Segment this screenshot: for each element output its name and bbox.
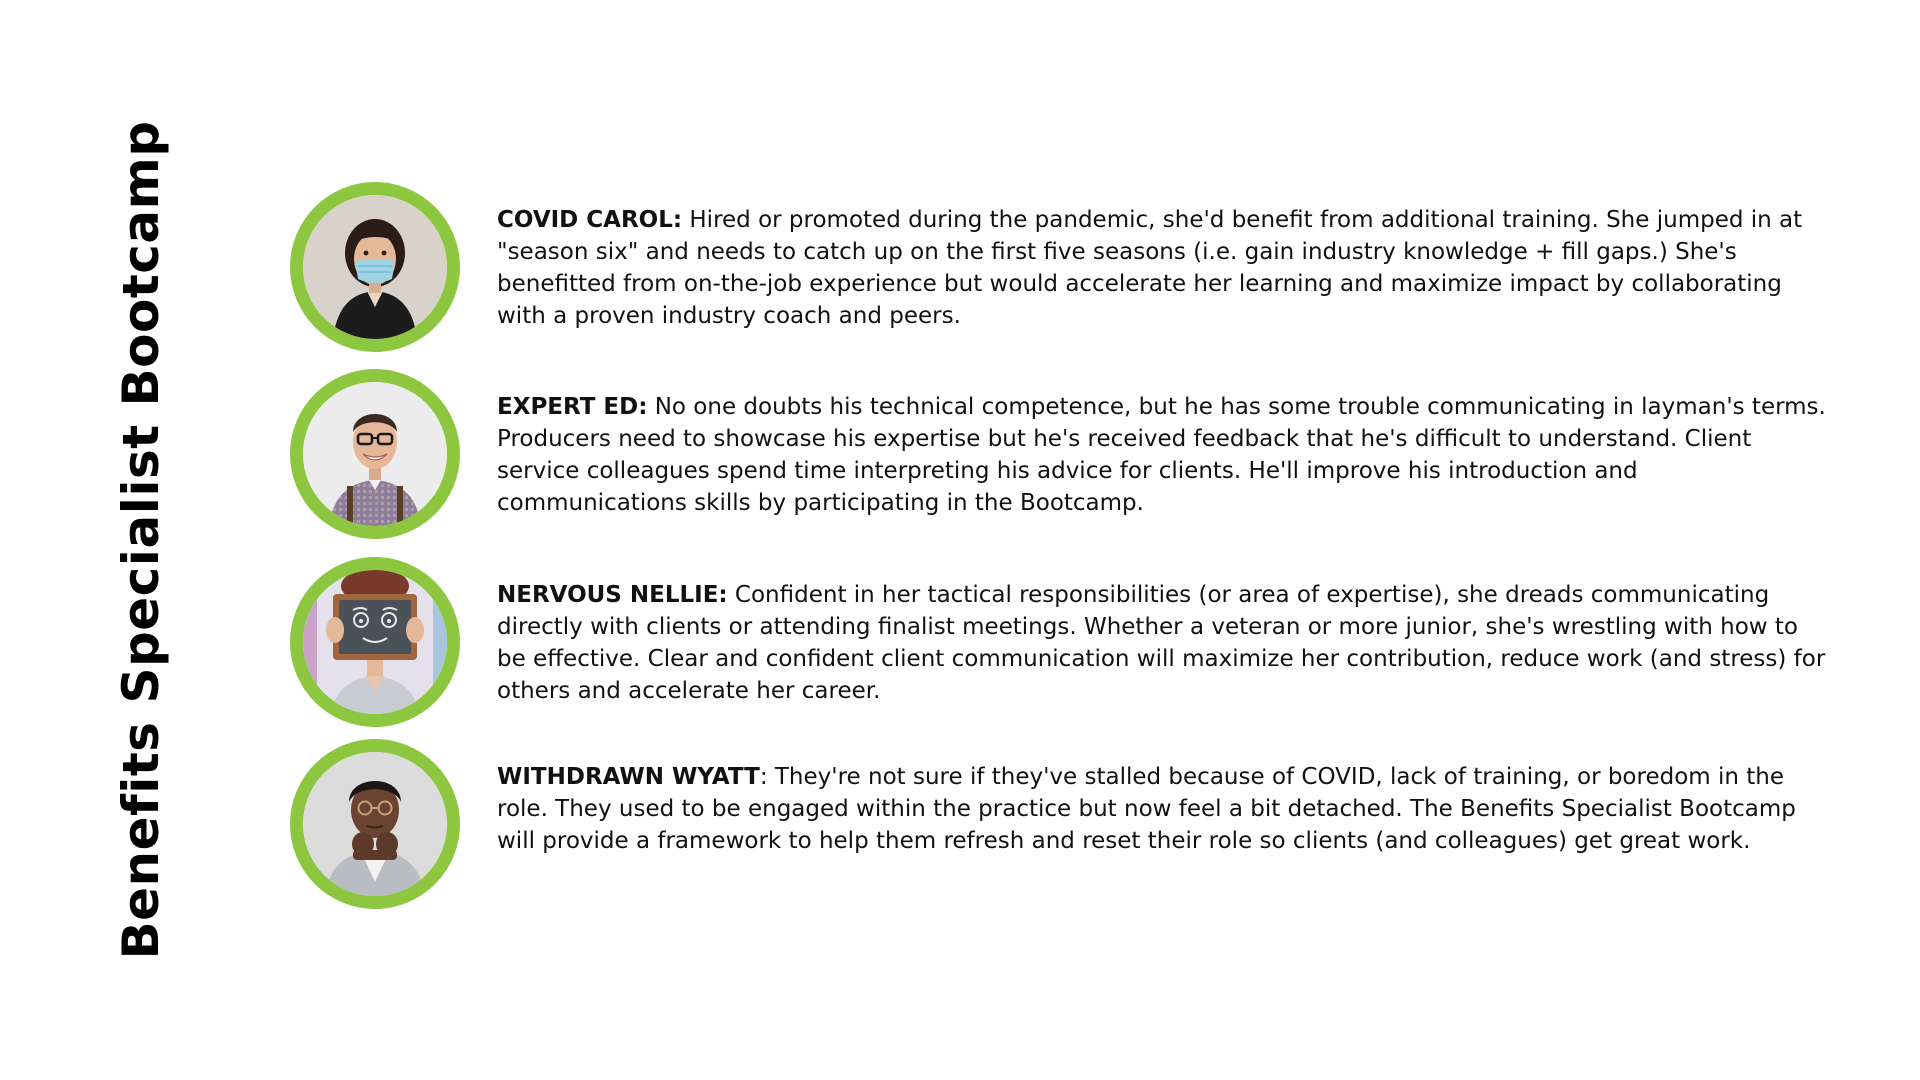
persona-description (497, 204, 1827, 332)
persona-expert-ed (290, 369, 1830, 539)
persona-text: Hired or promoted during the pandemic, she'd benefit from additional training. She jumped in at "season six" and needs to catch up on the first five seasons (i.e. gain industry knowledge + fill gaps.) She's benefitted from on-the-job experience but would accelerate her learning and maximize impact by collaborating with a proven industry coach and peers. (497, 207, 1803, 329)
woman-with-face-mask-photo (303, 195, 447, 339)
persona-withdrawn-wyatt (290, 739, 1830, 909)
avatar-ring (290, 369, 460, 539)
avatar-ring (290, 557, 460, 727)
persona-text: : They're not sure if they've stalled because of COVID, lack of training, or boredom in the role. They used to be engaged within the practice but now feel a bit detached. The Benefits Specialist Bootcamp will provide a framework to help them refresh and reset their role so clients (and colleagues) get great work. (497, 764, 1796, 854)
persona-nervous-nellie (290, 557, 1830, 727)
avatar-ring (290, 182, 460, 352)
woman-holding-chalkboard-photo (303, 570, 447, 714)
persona-name: COVID CAROL: (497, 207, 683, 233)
avatar-ring (290, 739, 460, 909)
persona-text: No one doubts his technical competence, but he has some trouble communicating in layman's terms. Producers need to showcase his expertise but he's received feedback that he's difficult to understand. Client service colleagues spend time interpreting his advice for clients. He'll improve his introduction and communications skills by participating in the Bootcamp. (497, 394, 1826, 516)
person-hands-on-chin-photo (303, 752, 447, 896)
persona-name: NERVOUS NELLIE: (497, 582, 728, 608)
man-with-glasses-photo (303, 382, 447, 526)
persona-name: WITHDRAWN WYATT (497, 764, 760, 790)
slide-title: Benefits Specialist Bootcamp (112, 120, 170, 960)
persona-name: EXPERT ED: (497, 394, 648, 420)
persona-description (497, 391, 1827, 519)
persona-description (497, 579, 1827, 707)
persona-covid-carol (290, 182, 1830, 352)
persona-description (497, 761, 1827, 857)
persona-text: Confident in her tactical responsibilities (or area of expertise), she dreads communicating directly with clients or attending finalist meetings. Whether a veteran or more junior, she's wrestling with how to be effective. Clear and confident client communication will maximize her contribution, reduce work (and stress) for others and accelerate her career. (497, 582, 1826, 704)
